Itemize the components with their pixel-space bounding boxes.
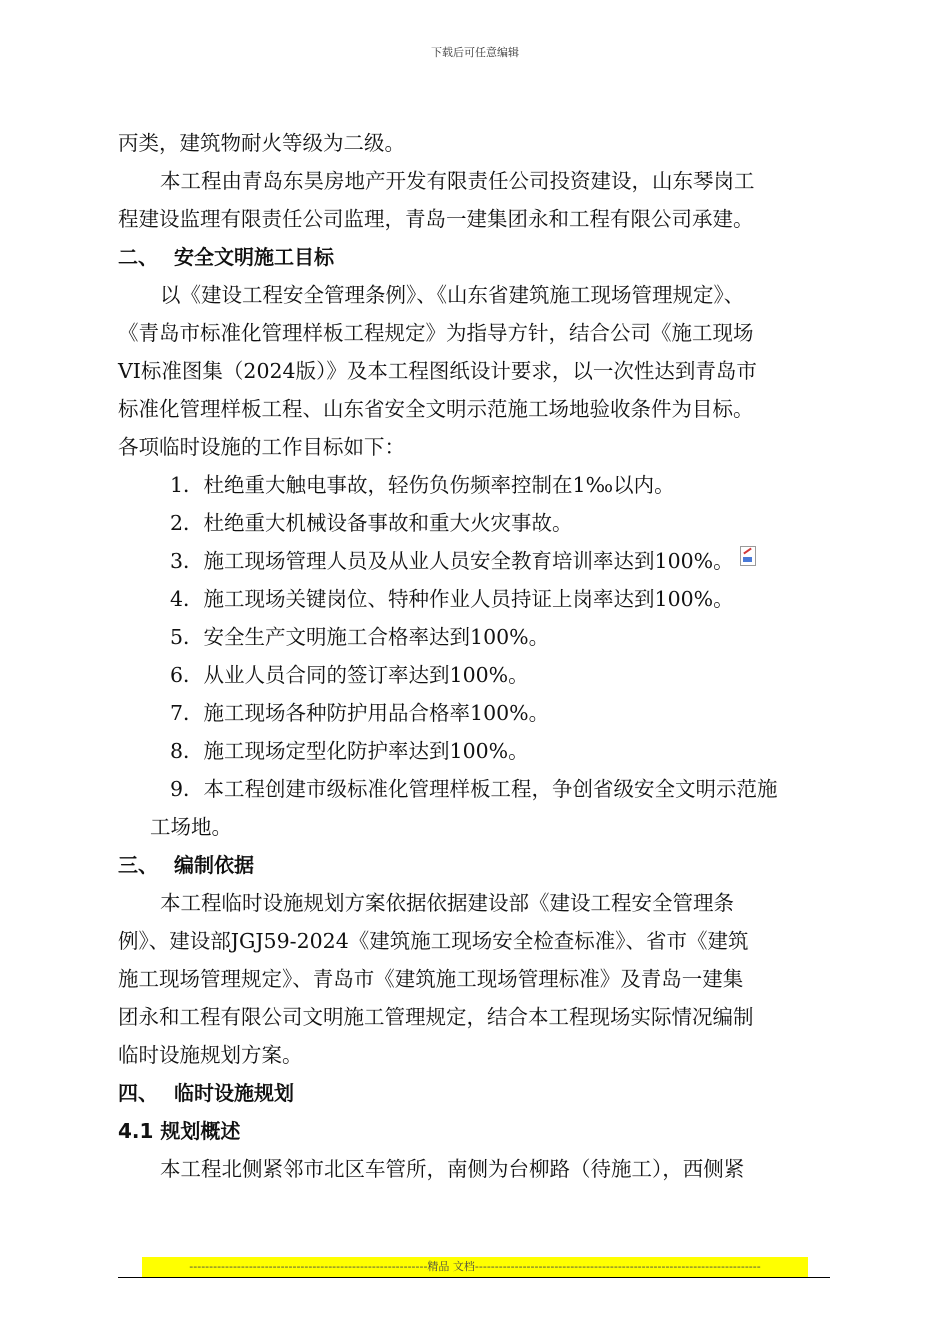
paragraph-line: 施工现场管理规定》、青岛市《建筑施工现场管理标准》及青岛一建集 — [118, 967, 744, 991]
paragraph-line: 各项临时设施的工作目标如下： — [118, 435, 405, 459]
subsection-title: 规划概述 — [160, 1119, 241, 1143]
section-heading-4 — [118, 1074, 838, 1112]
paragraph-line: 程建设监理有限责任公司监理，青岛一建集团永和工程有限公司承建。 — [118, 207, 754, 231]
document-body — [118, 124, 838, 1188]
section-title: 编制依据 — [174, 853, 254, 877]
goal-item: 8．施工现场定型化防护率达到100%。 — [170, 739, 529, 763]
goal-item: 6．从业人员合同的签订率达到100%。 — [170, 663, 529, 687]
goal-item: 2．杜绝重大机械设备事故和重大火灾事故。 — [170, 511, 573, 535]
paragraph-line: 临时设施规划方案。 — [118, 1043, 303, 1067]
subsection-heading — [118, 1112, 838, 1150]
footer-highlight: ------------------------------------------------------------精品 文档------------------------------------------------------------------------ — [142, 1257, 808, 1277]
paragraph-line: 标准化管理样板工程、山东省安全文明示范施工场地验收条件为目标。 — [118, 397, 754, 421]
paragraph-line: 本工程由青岛东昊房地产开发有限责任公司投资建设，山东琴岗工 — [160, 169, 755, 193]
paragraph-line: 《青岛市标准化管理样板工程规定》为指导方针，结合公司《施工现场 — [118, 321, 754, 345]
paragraph-line: 以《建设工程安全管理条例》、《山东省建筑施工现场管理规定》、 — [160, 283, 745, 307]
subsection-number: 4.1 — [118, 1119, 154, 1143]
goal-item: 4．施工现场关键岗位、特种作业人员持证上岗率达到100%。 — [170, 587, 734, 611]
paragraph-line: VI标准图集（2024版）》及本工程图纸设计要求，以一次性达到青岛市 — [118, 359, 757, 383]
section-number: 三、 — [118, 853, 158, 877]
goal-item: 9．本工程创建市级标准化管理样板工程，争创省级安全文明示范施 — [170, 777, 778, 801]
goal-item: 5．安全生产文明施工合格率达到100%。 — [170, 625, 550, 649]
goal-text: 3．施工现场管理人员及从业人员安全教育培训率达到100%。 — [170, 549, 734, 573]
section-number: 二、 — [118, 245, 158, 269]
goal-item: 1．杜绝重大触电事故，轻伤负伤频率控制在1‰以内。 — [170, 473, 675, 497]
broken-image-icon — [740, 546, 756, 566]
paragraph-line: 本工程北侧紧邻市北区车管所，南侧为台柳路（待施工），西侧紧 — [160, 1157, 745, 1181]
paragraph-line: 本工程临时设施规划方案依据依据建设部《建设工程安全管理条 — [160, 891, 734, 915]
goal-item — [118, 542, 838, 580]
section-title: 临时设施规划 — [174, 1081, 294, 1105]
section-heading-3 — [118, 846, 838, 884]
goal-item: 7．施工现场各种防护用品合格率100%。 — [170, 701, 550, 725]
page-header-note: 下载后可任意编辑 — [431, 46, 519, 59]
paragraph-line: 丙类，建筑物耐火等级为二级。 — [118, 131, 405, 155]
goal-item-continuation: 工场地。 — [150, 815, 232, 839]
section-title: 安全文明施工目标 — [174, 245, 334, 269]
section-heading-2 — [118, 238, 838, 276]
paragraph-line: 团永和工程有限公司文明施工管理规定，结合本工程现场实际情况编制 — [118, 1005, 754, 1029]
paragraph-line: 例》、建设部JGJ59-2024《建筑施工现场安全检查标准》、省市《建筑 — [118, 929, 749, 953]
section-number: 四、 — [118, 1081, 158, 1105]
footer-divider — [118, 1277, 830, 1278]
